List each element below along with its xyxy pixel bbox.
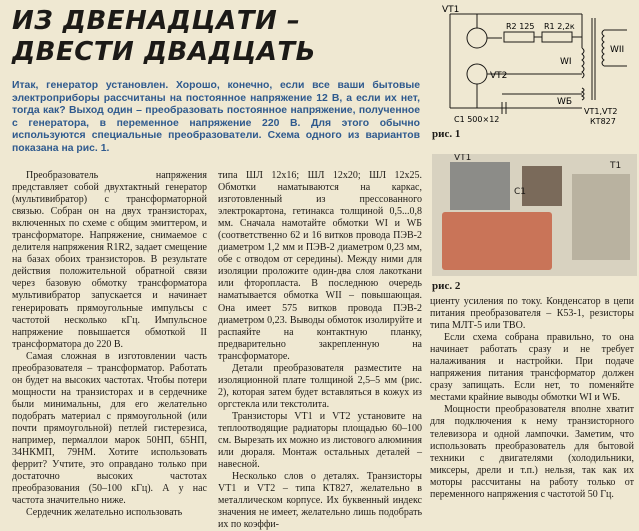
paragraph: Несколько слов о деталях. Транзисторы VT1 и VT2 – типа КТ827, желательно в металлическом корпусе. Их буквенный индекс значения не имеет, желательно лишь подобрать их по коэффи- <box>218 471 422 531</box>
text-column-1 <box>12 170 207 519</box>
label-vt2: VT2 <box>490 71 508 81</box>
title-line-1: ИЗ ДВЕНАДЦАТИ – <box>12 6 301 36</box>
transformer-shape <box>572 174 630 260</box>
transistor-vt1-symbol <box>467 28 487 48</box>
paragraph: Самая сложная в изготовлении часть преобразователя – трансформатор. Работать он будет на высоких частотах. Чтобы потери мощности на транзисторах и в сердечнике были минимальны, для его желательно подобрать материал с прямоугольной (или почти прямоугольной) петлей гистерезиса, например, пермаллои марок 50НП, 65НП, 34НКМП, 79НМ. Хотите использовать феррит? Учтите, это оправдано только при достаточно высоких частотах преобразования (50–100 кГц). А у нас частота значительно ниже. <box>12 350 207 507</box>
paragraph: циенту усиления по току. Конденсатор в цепи питания преобразователя – К53-1, резисторы типа МЛТ-5 или ТВО. <box>430 296 634 332</box>
paragraph: Сердечник желательно использовать <box>26 507 183 519</box>
label-r1: R1 2,2к <box>544 22 575 31</box>
photo-label-vt1: VT1 <box>454 154 472 163</box>
assembly-photo <box>432 154 637 276</box>
label-c1: C1 500×12 <box>454 115 500 124</box>
label-wb: WБ <box>557 97 573 107</box>
text-column-3 <box>430 296 634 501</box>
label-wii: WII <box>610 45 625 55</box>
transistor-vt2-symbol <box>467 64 487 84</box>
label-r2: R2 125 <box>506 22 535 31</box>
schematic-figure <box>432 4 637 126</box>
photo-label-t1: T1 <box>610 161 622 171</box>
paragraph: Если схема собрана правильно, то она начинает работать сразу и не требует налаживания и настройки. При подаче напряжения питания трансформатор должен сразу запищать. Если нет, то поменяйте местами крайние выводы обмотки WI и WБ. <box>430 332 634 404</box>
figure-1-caption: рис. 1 <box>432 128 461 140</box>
capacitor-shape <box>522 166 562 206</box>
article-title <box>12 6 427 68</box>
paragraph: Мощности преобразователя вполне хватит для подключения к нему транзисторного телевизора и одной лампочки. Заметим, что использовать преобразователь для бытовой техники с двигателями (холодильники, миксеры, дрели и т.п.) нельзя, так как их моторы рассчитаны на работу только от переменного напряжения с частотой 50 Гц. <box>430 404 634 500</box>
figure-2-caption: рис. 2 <box>432 280 461 292</box>
title-line-2: ДВЕСТИ ДВАДЦАТЬ <box>12 37 316 67</box>
paragraph: Транзисторы VT1 и VT2 установите на теплоотводящие радиаторы площадью 60–100 см. Вырезать их можно из листового алюминия или дюраля. Монтаж остальных деталей – навесной. <box>218 410 422 471</box>
label-vt1: VT1 <box>442 5 460 15</box>
label-part-line-2: КТ827 <box>590 117 616 126</box>
paragraph: типа ШЛ 12х16; ШЛ 12х20; ШЛ 12х25. Обмотки наматываются на каркас, изготовленный из прессованного электрокартона, гетинакса толщиной 0,5...0,8 мм. Сначала намотайте обмотки WI и WБ (соответственно 62 и 16 витков провода ПЭВ-2 диаметром 1,2 мм и ПЭВ-2 диаметром 0,23 мм, обе с отводом от середины). Между ними для изоляции проложите один-два слоя лакоткани или фторопласта. В последнюю очередь наматывается обмотка WII – повышающая. Она имеет 575 витков провода ПЭВ-2 диаметром 0,23. Выводы обмоток изолируйте и распаяйте на контактную планку, предварительно закрепленную на трансформаторе. <box>218 170 422 362</box>
label-wi: WI <box>560 57 572 67</box>
radiator-shape <box>450 162 510 210</box>
lead-paragraph: Итак, генератор установлен. Хорошо, конечно, если все ваши бытовые электроприборы рассчитаны на постоянное напряжение 12 В, а если их нет, тогда как? Выход один – преобразовать постоянное напряжение, полученное с генератора, в переменное напряжение 220 В. Для этого обычно используются специальные преобразователи. Схема одного из вариантов показана на рис. 1. <box>12 80 420 154</box>
photo-label-c1: C1 <box>514 187 527 197</box>
board-shape <box>442 212 552 270</box>
text-column-2 <box>218 170 422 531</box>
label-part-line-1: VT1,VT2 <box>584 107 618 116</box>
paragraph: Преобразователь напряжения представляет собой двухтактный генератор (мультивибратор) с трансформаторной связью. Собран он на двух транзисторах, включенных по схеме с общим эмиттером, и трансформаторе. Напряжение, снимаемое с делителя напряжения R1R2, задает смещение на базах обоих транзисторов. В результате действия положительной обратной связи через базовую обмотку трансформатора мультивибратор запускается и начинает генерировать прямоугольные импульсы с частотой несколько кГц. Импульсное напряжение повышается обмоткой II трансформатора до 220 В. <box>12 170 207 350</box>
paragraph: Детали преобразователя разместите на изоляционной плате толщиной 2,5–5 мм (рис. 2), которая затем будет вставляться в кожух из оргстекла или текстолита. <box>218 362 422 410</box>
